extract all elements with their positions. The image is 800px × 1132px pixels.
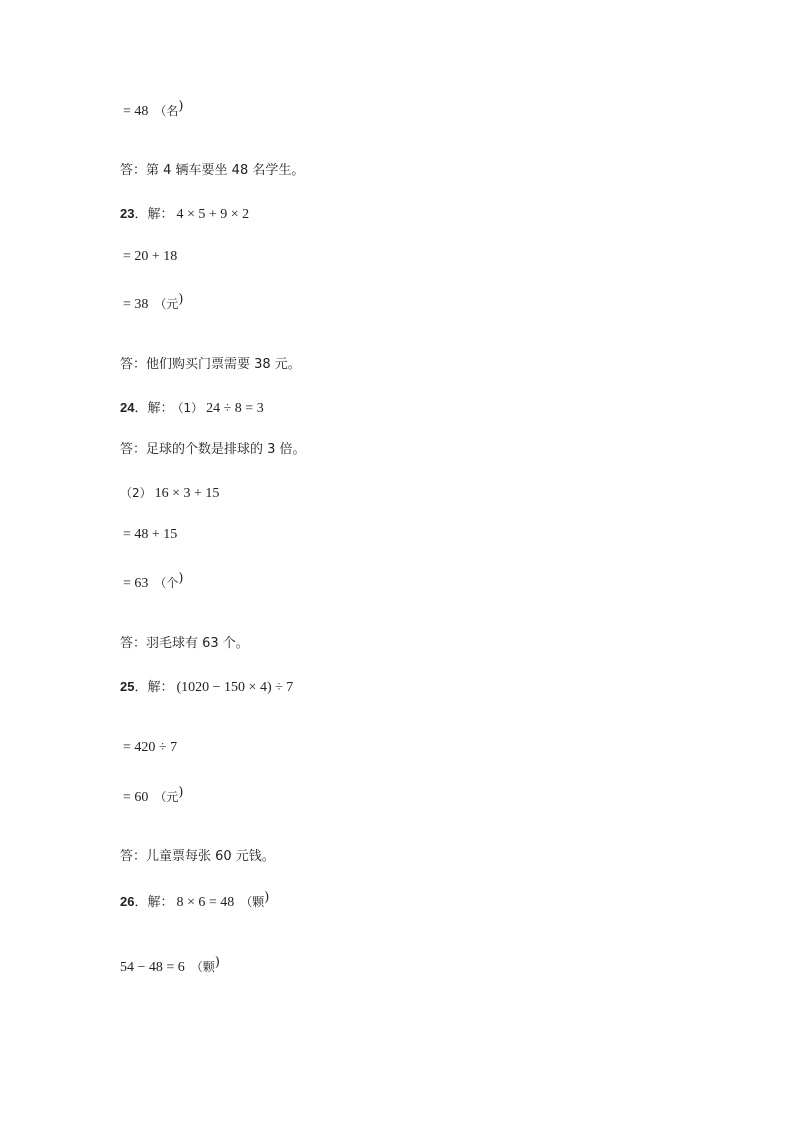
equation: = 63 [123, 576, 149, 591]
unit-open: （元 [154, 297, 179, 311]
step-result-63 [120, 571, 184, 593]
answer-24-1 [120, 441, 306, 459]
problem-number: 24 [120, 400, 135, 415]
solution-label: ．解： [134, 680, 174, 695]
equation: = 48 [123, 104, 149, 119]
problem-25-solution [120, 678, 293, 697]
sub-question-2: （2） [120, 486, 152, 500]
unit-close: ) [178, 292, 184, 307]
equation: = 60 [123, 790, 149, 805]
solution-label: ．解： [134, 895, 174, 910]
answer-22 [120, 162, 304, 180]
problem-24-part-2 [120, 484, 219, 503]
solution-label: ．解： [134, 207, 174, 222]
answer-24-2 [120, 635, 249, 653]
answer-23 [120, 356, 301, 374]
problem-number: 23 [120, 206, 135, 221]
answer-text: 答：足球的个数是排球的 3 倍。 [120, 442, 306, 457]
unit-close: ) [214, 955, 220, 970]
unit-close: ) [178, 99, 184, 114]
answer-25 [120, 848, 275, 866]
step-420-div-7 [120, 739, 177, 757]
unit-close: ) [178, 571, 184, 586]
step-20-plus-18 [120, 248, 177, 266]
answer-text: 答：羽毛球有 63 个。 [120, 636, 249, 651]
equation: 24 ÷ 8 = 3 [206, 401, 264, 416]
equation: = 420 ÷ 7 [123, 740, 178, 755]
step-result-48-students [120, 99, 184, 121]
step-result-38-yuan [120, 292, 184, 314]
problem-26-solution [120, 890, 270, 912]
equation: 8 × 6 = 48 [176, 895, 235, 910]
answer-text: 答：第 4 辆车要坐 48 名学生。 [120, 163, 305, 178]
problem-number: 25 [120, 679, 135, 694]
equation: = 48 + 15 [123, 527, 178, 542]
step-result-60-yuan [120, 785, 184, 807]
equation: 54 − 48 = 6 [120, 960, 185, 975]
unit-close: ) [178, 785, 184, 800]
equation: = 38 [123, 297, 149, 312]
problem-number: 26 [120, 894, 135, 909]
solution-label: ．解： [134, 401, 174, 416]
unit-open: （颗 [190, 960, 215, 974]
unit-open: （个 [154, 576, 179, 590]
unit-close: ) [264, 890, 270, 905]
unit-open: （名 [154, 104, 179, 118]
step-54-minus-48 [120, 955, 220, 977]
problem-23-solution [120, 205, 249, 224]
answer-text: 答：儿童票每张 60 元钱。 [120, 849, 275, 864]
step-48-plus-15 [120, 526, 177, 544]
problem-24-solution [120, 399, 264, 418]
sub-question-1: （1） [177, 401, 204, 415]
equation: = 20 + 18 [123, 249, 178, 264]
equation: 16 × 3 + 15 [154, 486, 220, 501]
unit-open: （元 [154, 790, 179, 804]
equation: (1020 − 150 × 4) ÷ 7 [176, 680, 294, 695]
answer-text: 答：他们购买门票需要 38 元。 [120, 357, 301, 372]
equation: 4 × 5 + 9 × 2 [176, 207, 250, 222]
unit-open: （颗 [240, 895, 265, 909]
